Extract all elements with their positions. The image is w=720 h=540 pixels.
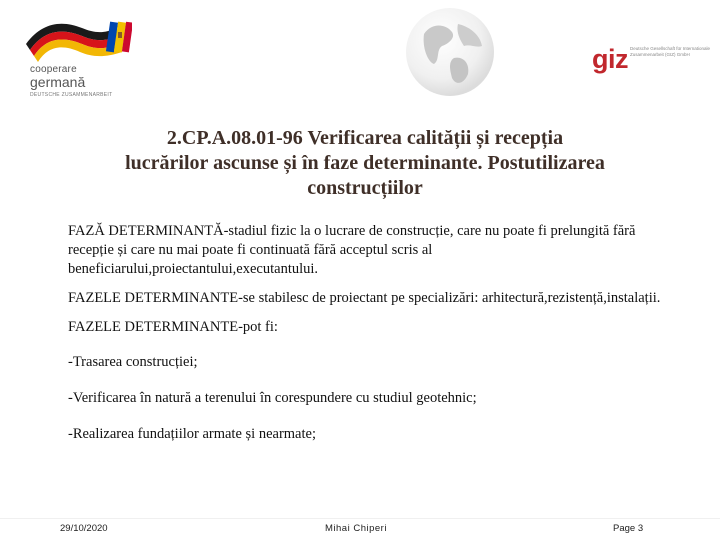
- slide-body: [68, 222, 668, 461]
- footer-divider: [0, 518, 720, 519]
- logo-line-deutsche: DEUTSCHE ZUSAMMENARBEIT: [30, 92, 113, 98]
- footer-page-number: Page 3: [613, 523, 644, 534]
- definition-paragraph: FAZĂ DETERMINANTĂ-stadiul fizic la o lucrare de construcție, care nu poate fi prelungită fără recepție și care nu mai poate fi continuată fără acceptul scris al beneficiarului,proiectantului,executantului.: [68, 223, 636, 277]
- globe-icon: [402, 4, 498, 100]
- phases-list-intro: FAZELE DETERMINANTE-pot fi:: [68, 319, 278, 335]
- logo-line-cooperare: cooperare: [30, 64, 77, 75]
- list-item: -Verificarea în natură a terenului în corespundere cu studiul geotehnic;: [68, 390, 477, 406]
- slide-footer: [0, 518, 720, 540]
- footer-date: 29/10/2020: [60, 523, 108, 534]
- title-line-1: 2.CP.A.08.01-96 Verificarea calității și recepția: [166, 127, 564, 149]
- list-item: -Realizarea fundațiilor armate și nearmate;: [68, 426, 316, 442]
- flag-wave-icon: [22, 14, 132, 66]
- title-line-3: construcțiilor: [307, 177, 423, 199]
- giz-logo-subtitle: Deutsche Gesellschaft für Internationale Zusammenarbeit (GIZ) GmbH: [630, 46, 711, 58]
- list-item: -Trasarea construcției;: [68, 354, 198, 370]
- footer-author: Mihai Chiperi: [325, 523, 387, 534]
- slide-title: [60, 126, 670, 201]
- giz-logo: giz: [592, 44, 628, 74]
- phases-paragraph: FAZELE DETERMINANTE-se stabilesc de proiectant pe specializări: arhitectură,rezistență,instalații.: [68, 290, 661, 306]
- cooperare-germana-logo: [22, 14, 132, 98]
- title-line-2: lucrărilor ascunse și în faze determinante. Postutilizarea: [125, 152, 605, 174]
- logo-line-germana: germană: [30, 74, 86, 90]
